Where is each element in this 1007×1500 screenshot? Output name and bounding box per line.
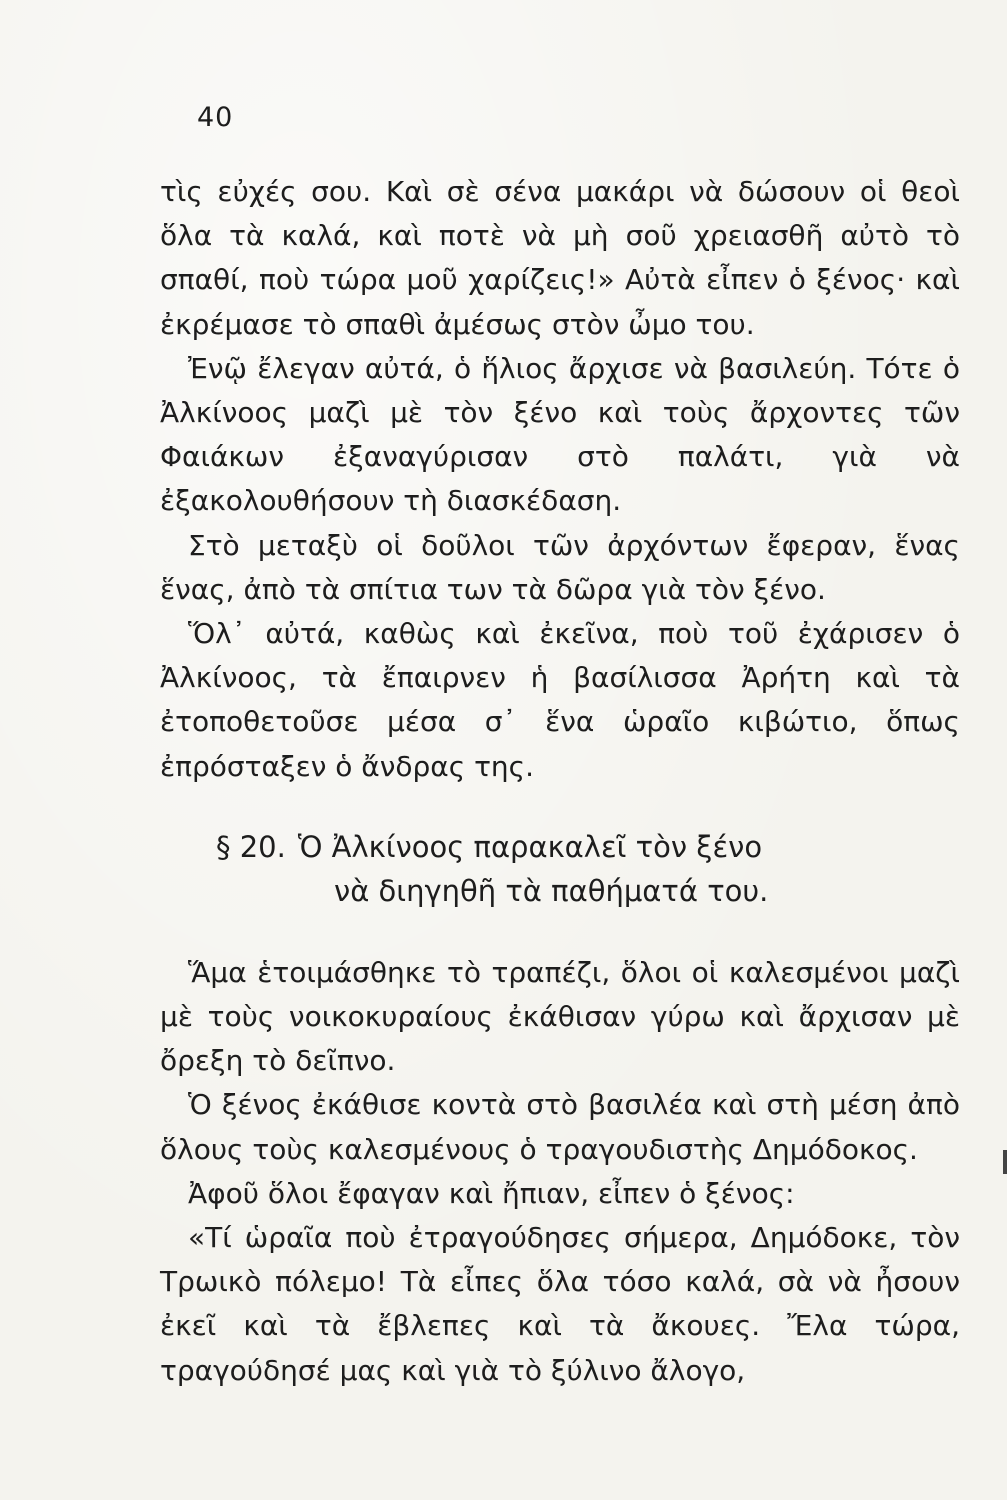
page-edge-mark <box>1003 1150 1007 1174</box>
section-heading <box>160 825 960 913</box>
paragraph: Ὅλ᾽ αὐτά, καθὼς καὶ ἐκεῖνα, ποὺ τοῦ ἐχάρισεν ὁ Ἀλκίνοος, τὰ ἔπαιρνεν ἡ βασίλισσα Ἀρήτη καὶ τὰ ἐτοποθετοῦσε μέσα σ᾽ ἕνα ὡραῖο κιβώτιο, ὅπως ἐπρόσταξεν ὁ ἄνδρας της. <box>160 617 960 783</box>
page-number: 40 <box>197 102 234 133</box>
paragraph: Στὸ μεταξὺ οἱ δοῦλοι τῶν ἀρχόντων ἔφεραν, ἕνας ἕνας, ἀπὸ τὰ σπίτια των τὰ δῶρα γιὰ τὸν ξένο. <box>160 528 960 606</box>
section-number: § 20. <box>216 829 286 864</box>
section-title-part-1: Ὁ Ἀλκίνοος παρακαλεῖ τὸν ξένο <box>297 829 763 864</box>
section-heading-line-1 <box>160 825 960 869</box>
paragraph: Ἀφοῦ ὅλοι ἔφαγαν καὶ ἤπιαν, εἶπεν ὁ ξένος: <box>188 1176 795 1210</box>
paragraph: Ἅμα ἑτοιμάσθηκε τὸ τραπέζι, ὅλοι οἱ καλεσμένοι μαζὶ μὲ τοὺς νοικοκυραίους ἐκάθισαν γύρω καὶ ἄρχισαν μὲ ὄρεξη τὸ δεῖπνο. <box>160 955 960 1078</box>
paragraph: Ἐνῷ ἔλεγαν αὐτά, ὁ ἥλιος ἄρχισε νὰ βασιλεύη. Τότε ὁ Ἀλκίνοος μαζὶ μὲ τὸν ξένο καὶ τοὺς ἄρχοντες τῶν Φαιάκων ἐξαναγύρισαν στὸ παλάτι, γιὰ νὰ ἐξακολουθήσουν τὴ διασκέδαση. <box>160 351 960 518</box>
paragraph: «Τί ὡραῖα ποὺ ἐτραγούδησες σήμερα, Δημόδοκε, τὸν Τρωικὸ πόλεμο! Τὰ εἶπες ὅλα τόσο καλά, σὰ νὰ ἦσουν ἐκεῖ καὶ τὰ ἔβλεπες καὶ τὰ ἄκουες. Ἔλα τώρα, τραγούδησέ μας καὶ γιὰ τὸ ξύλινο ἄλογο, <box>160 1221 960 1387</box>
section-title-part-2: νὰ διηγηθῆ τὰ παθήματά του. <box>334 873 769 908</box>
page-body <box>160 170 960 1393</box>
paragraph-continuation: τὶς εὐχές σου. Καὶ σὲ σένα μακάρι νὰ δώσουν οἱ θεοὶ ὅλα τὰ καλά, καὶ ποτὲ νὰ μὴ σοῦ χρειασθῆ αὐτὸ τὸ σπαθί, ποὺ τώρα μοῦ χαρίζεις!» Αὐτὰ εἶπεν ὁ ξένος· καὶ ἐκρέμασε τὸ σπαθὶ ἀμέσως στὸν ὦμο του. <box>160 175 960 341</box>
paragraph: Ὁ ξένος ἐκάθισε κοντὰ στὸ βασιλέα καὶ στὴ μέση ἀπὸ ὅλους τοὺς καλεσμένους ὁ τραγουδιστὴς Δημόδοκος. <box>160 1088 960 1166</box>
